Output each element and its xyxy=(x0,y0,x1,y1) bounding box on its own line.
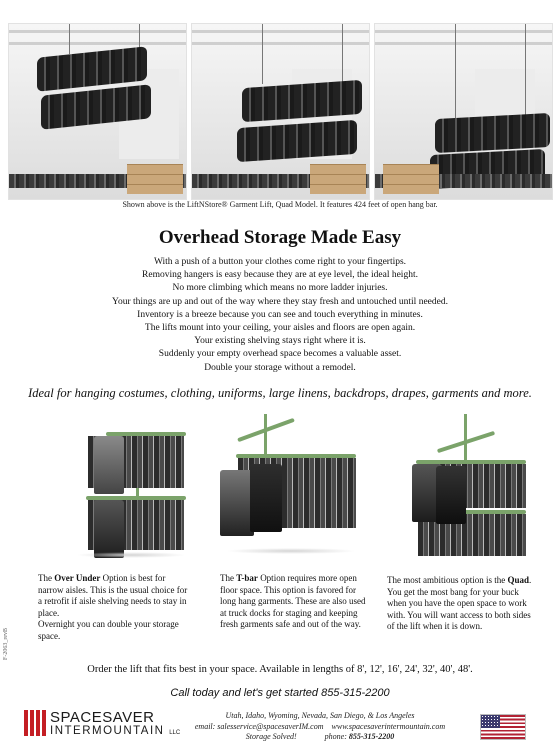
option-name: Quad xyxy=(507,575,530,585)
intro-line: With a push of a button your clothes come right to your fingertips. xyxy=(153,257,407,267)
company-tagline: Storage Solved! xyxy=(245,732,297,741)
contact-phone[interactable]: 855-315-2200 xyxy=(348,732,395,741)
over-under-option-photo xyxy=(36,414,188,562)
logo-llc: LLC xyxy=(169,730,181,736)
logo-name-line1: SPACESAVER xyxy=(50,709,155,726)
over-under-option-description: The Over Under Option is best for narrow aisles. This is the usual choice for a retrofit if aisle shelving needs to stay in place. Overnight you can double your storage space. xyxy=(38,573,188,641)
intro-line: Your things are up and out of the way where they stay fresh and untouched until needed. xyxy=(112,296,448,307)
contact-website[interactable]: www.spacesaverintermountain.com xyxy=(331,721,446,731)
intro-line: Double your storage without a remodel. xyxy=(204,362,356,373)
intro-text xyxy=(0,256,560,375)
photo-caption: Shown above is the LiftNStore® Garment Lift, Quad Model. It features 424 feet of open hang bar. xyxy=(122,200,438,209)
service-locations: Utah, Idaho, Wyoming, Nevada, San Diego, & Los Angeles xyxy=(225,711,415,720)
intro-line: Your existing shelving stays right where it is. xyxy=(194,336,366,347)
intro-line: The lifts mount into your ceiling, your aisles and floors are open again. xyxy=(144,323,416,334)
contact-email[interactable]: email: salesservice@spacesaverIM.com xyxy=(194,721,324,731)
us-flag-icon xyxy=(480,714,526,740)
lift-photo-stage-3 xyxy=(374,23,553,200)
quad-option-photo xyxy=(376,414,528,562)
intro-line: No more climbing which means no more ladder injuries. xyxy=(172,283,388,294)
ideal-uses-tagline: Ideal for hanging costumes, clothing, uniforms, large linens, backdrops, drapes, garments and more. xyxy=(28,386,532,400)
intro-line: Suddenly your empty overhead space becomes a valuable asset. xyxy=(158,349,402,360)
option-name: Over Under xyxy=(54,573,101,583)
call-to-action: Call today and let's get started 855-315-2200 xyxy=(170,687,390,699)
lift-photo-stage-1 xyxy=(8,23,187,200)
logo-name-line2: INTERMOUNTAIN LLC xyxy=(50,725,181,737)
quad-option-description: The most ambitious option is the Quad. You get the most bang for your buck when you have the open space to work with. You will want access to both sides of the lift when it is down. xyxy=(387,575,532,631)
option-name: T-bar xyxy=(236,573,258,583)
company-logo-icon xyxy=(24,710,46,736)
t-bar-option-photo xyxy=(206,414,358,562)
phone-label: phone: xyxy=(324,732,347,741)
document-code: F-2063_revB xyxy=(3,628,9,660)
t-bar-option-description: The T-bar Option requires more open floor space. This option is favored for long hang garments. These are also used at truck docks for staging and keeping fresh garments safe and out of the way. xyxy=(220,573,366,629)
intro-line: Inventory is a breeze because you can see and touch everything in minutes. xyxy=(137,309,423,320)
order-lengths-text: Order the lift that fits best in your space. Available in lengths of 8', 12', 16', 24', 32', 40', 48'. xyxy=(87,664,473,675)
page-title: Overhead Storage Made Easy xyxy=(158,227,402,248)
contact-info xyxy=(190,711,450,743)
lift-photo-stage-2 xyxy=(191,23,370,200)
intro-line: Removing hangers is easy because they are at eye level, the ideal height. xyxy=(142,270,418,281)
